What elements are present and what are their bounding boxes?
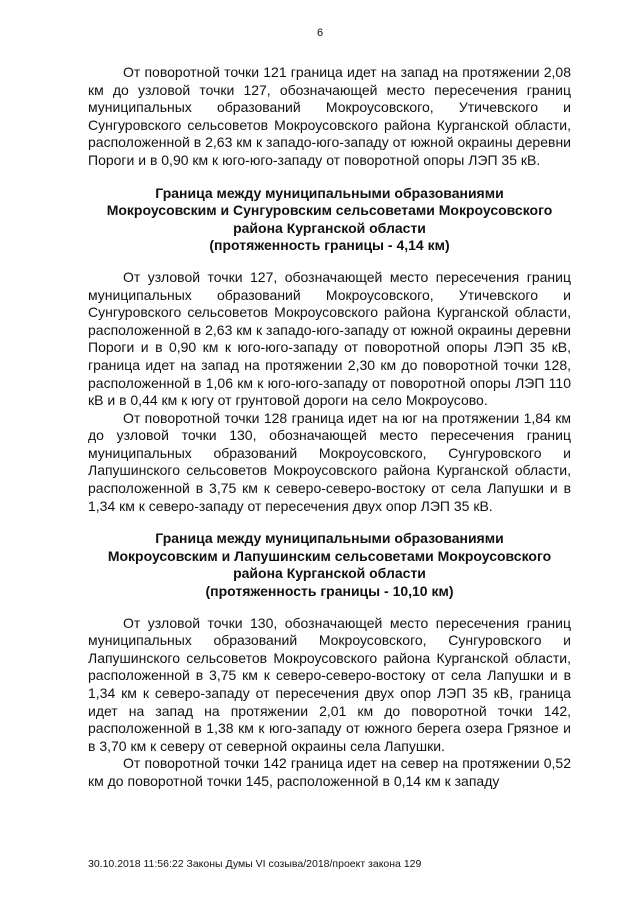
- body-paragraph: От узловой точки 130, обозначающей место пересечения границ муниципальных образований Мокроусовского, Сунгуровского и Лапушинского сельсоветов Мокроусовского района Курганской области, расположенной в 3,75 км к северо-северо-востоку от села Лапушки и в 1,34 км к северо-западу от пересечения двух опор ЛЭП 35 кВ, граница идет на запад на протяжении 2,01 км до поворотной точки 142, расположенной в 1,38 км к юго-западу от южного берега озера Грязное и в 3,70 км к северу от северной окраины села Лапушки.: [88, 614, 571, 754]
- section-heading-line: Мокроусовским и Сунгуровским сельсоветами Мокроусовского: [106, 202, 553, 219]
- body-paragraph: От узловой точки 127, обозначающей место пересечения границ муниципальных образований Мокроусовского, Утичевского и Сунгуровского сельсоветов Мокроусовского района Курганской области, расположенной в 2,63 км к западо-юго-западу от южной окраины деревни Пороги и в 0,90 км к юго-юго-западу от поворотной опоры ЛЭП 35 кВ, граница идет на запад на протяжении 2,30 км до поворотной точки 128, расположенной в 1,06 км к юго-юго-западу от поворотной опоры ЛЭП 110 кВ и в 0,44 км к югу от грунтовой дороги на село Мокроусово.: [88, 268, 571, 409]
- section-heading-line: (протяженность границы - 10,10 км): [205, 583, 454, 600]
- page-number: 6: [316, 27, 324, 39]
- section-heading-line: Граница между муниципальными образованиями: [155, 184, 504, 201]
- section-heading: [88, 530, 571, 600]
- section-heading-line: (протяженность границы - 4,14 км): [209, 237, 450, 254]
- section-heading-line: Граница между муниципальными образованиями: [155, 530, 504, 547]
- body-paragraph: От поворотной точки 142 граница идет на север на протяжении 0,52 км до поворотной точки 145, расположенной в 0,14 км к западу: [88, 755, 571, 789]
- body-paragraph: От поворотной точки 121 граница идет на запад на протяжении 2,08 км до узловой точки 127, обозначающей место пересечения границ муниципальных образований Мокроусовского, Утичевского и Сунгуровского сельсоветов Мокроусовского района Курганской области, расположенной в 2,63 км к западо-юго-западу от южной окраины деревни Пороги и в 0,90 км к юго-юго-западу от поворотной опоры ЛЭП 35 кВ.: [88, 64, 571, 168]
- section-heading-line: района Курганской области: [233, 219, 426, 236]
- section-heading-line: Мокроусовским и Лапушинским сельсоветами Мокроусовского: [107, 547, 552, 564]
- section-heading: [88, 185, 571, 255]
- document-body: [88, 64, 571, 791]
- body-paragraph: От поворотной точки 128 граница идет на юг на протяжении 1,84 км до узловой точки 130, обозначающей место пересечения границ муниципальных образований Мокроусовского, Сунгуровского и Лапушинского сельсоветов Мокроусовского района Курганской области, расположенной в 3,75 км к северо-северо-востоку от села Лапушки и в 1,34 км к северо-западу от пересечения двух опор ЛЭП 35 кВ.: [88, 409, 571, 514]
- document-footer: 30.10.2018 11:56:22 Законы Думы VI созыва/2018/проект закона 129: [88, 858, 422, 870]
- section-heading-line: района Курганской области: [233, 565, 426, 582]
